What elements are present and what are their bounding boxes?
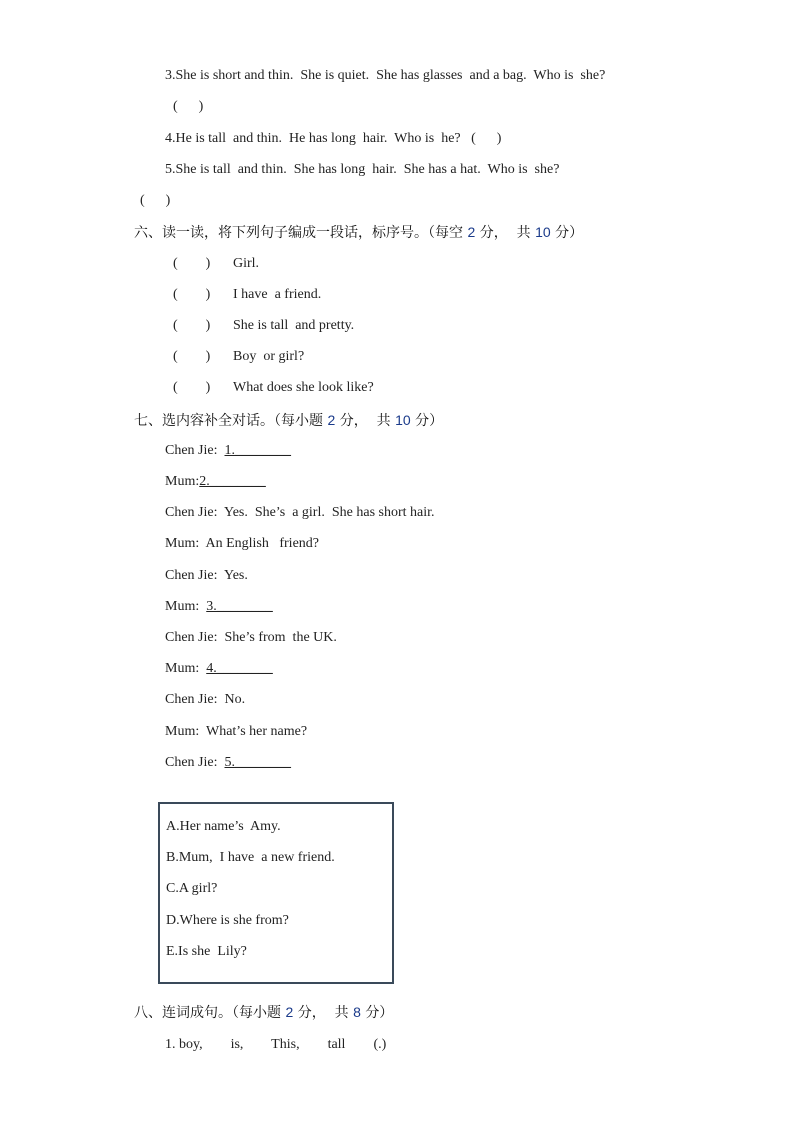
dialogue-line: Mum: What’s her name? <box>165 724 308 739</box>
dialogue-line: Chen Jie: No. <box>165 692 246 707</box>
option-a: A.Her name’s Amy. <box>166 819 281 834</box>
question-5-3: 3.She is short and thin. She is quiet. She has glasses and a bag. Who is she? <box>165 68 606 83</box>
section-7-title: 七、选内容补全对话。（每小题 2 分， 共 10 分） <box>134 412 444 429</box>
option-c: C.A girl? <box>166 881 218 896</box>
dialogue-line: Chen Jie: Yes. <box>165 568 248 583</box>
answer-blank: 5.________ <box>224 755 291 770</box>
option-e: E.Is she Lily? <box>166 944 247 959</box>
dialogue-line: Chen Jie: She’s from the UK. <box>165 630 337 645</box>
dialogue-line: Chen Jie: 5.________ <box>165 755 291 770</box>
question-5-5: 5.She is tall and thin. She has long hair. She has a hat. Who is she? <box>165 162 560 177</box>
answer-paren-5-5: ( ) <box>140 193 171 208</box>
dialogue-line: Mum:2.________ <box>165 474 266 489</box>
section-8-title: 八、连词成句。（每小题 2 分， 共 8 分） <box>134 1004 394 1021</box>
option-b: B.Mum, I have a new friend. <box>166 850 335 865</box>
section-6-title: 六、读一读，将下列句子编成一段话，标序号。（每空 2 分， 共 10 分） <box>134 224 584 241</box>
dialogue-line: Mum: 4.________ <box>165 661 273 676</box>
dialogue-line: Mum: An English friend? <box>165 536 319 551</box>
ordering-item: ( ) Boy or girl? <box>173 349 305 364</box>
question-5-4: 4.He is tall and thin. He has long hair. Who is he? ( ) <box>165 131 502 146</box>
answer-blank: 2.________ <box>199 474 266 489</box>
answer-blank: 3.________ <box>206 599 273 614</box>
question-8-1: 1. boy, is, This, tall (.) <box>165 1037 387 1052</box>
answer-paren-5-3: ( ) <box>173 99 204 114</box>
dialogue-line: Chen Jie: 1.________ <box>165 443 291 458</box>
ordering-item: ( ) What does she look like? <box>173 380 374 395</box>
dialogue-line: Chen Jie: Yes. She’s a girl. She has short hair. <box>165 505 435 520</box>
answer-blank: 1.________ <box>224 443 291 458</box>
dialogue-line: Mum: 3.________ <box>165 599 273 614</box>
ordering-item: ( ) I have a friend. <box>173 287 322 302</box>
ordering-item: ( ) Girl. <box>173 256 260 271</box>
ordering-item: ( ) She is tall and pretty. <box>173 318 355 333</box>
answer-blank: 4.________ <box>206 661 273 676</box>
options-box <box>158 802 394 984</box>
option-d: D.Where is she from? <box>166 913 289 928</box>
